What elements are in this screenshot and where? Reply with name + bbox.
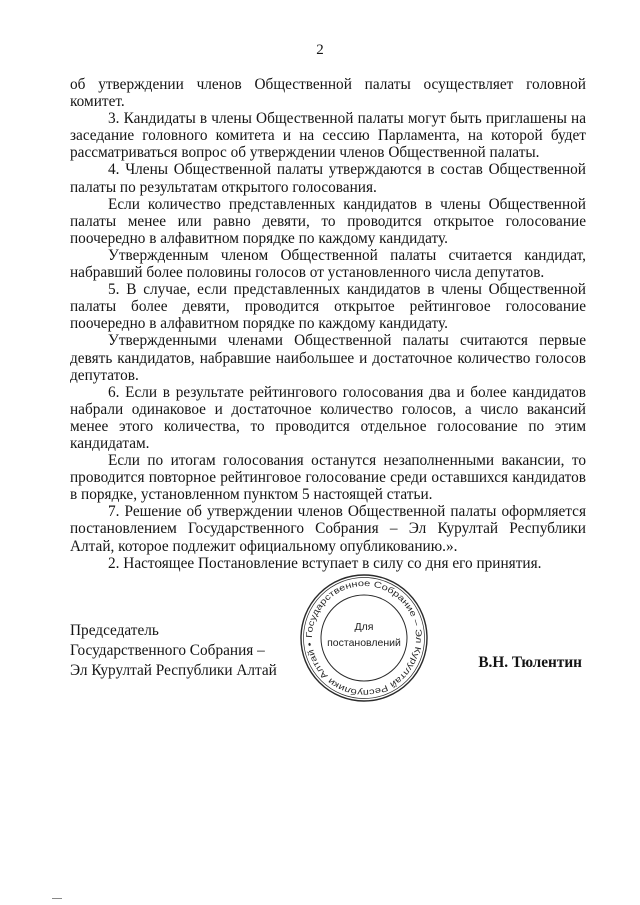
stamp-center-line-2: постановлений [327,637,401,649]
signature-title-line-2: Государственного Собрания – [70,642,265,659]
paragraph: 7. Решение об утверждении членов Общественной палаты оформляется постановлением Государственного Собрания – Эл Курултай Республики Алтай, которое подлежит официальному опубликованию.». [70,503,586,555]
paragraph: Если по итогам голосования останутся незаполненными вакансии, то проводится повторное рейтинговое голосование среди оставшихся кандидатов в порядке, установленном пунктом 5 настоящей статьи. [70,452,586,504]
official-stamp [294,568,434,708]
document-body [70,76,586,572]
stamp-ring-textpath: Государственное Собрание – Эл Курултай Республики Алтай • [303,577,425,699]
paragraph: 2. Настоящее Постановление вступает в силу со дня его принятия. [108,554,542,572]
paragraph: 4. Члены Общественной палаты утверждаются в состав Общественной палаты по результатам открытого голосования. [70,161,586,196]
stamp-center-line-1: Для [354,621,374,633]
paragraph: Утвержденными членами Общественной палаты считаются первые девять кандидатов, набравшие наибольшее и достаточное количество голосов депутатов. [70,332,586,384]
paragraph: 6. Если в результате рейтингового голосования два и более кандидатов набрали одинаковое и достаточное количество голосов, а число вакансий менее этого количества, то проводится отдельное голосование по этим кандидатам. [70,383,586,452]
paragraph: 3. Кандидаты в члены Общественной палаты могут быть приглашены на заседание головного комитета и на сессию Парламента, на которой будет рассматриваться вопрос об утверждении членов Общественной палаты. [70,110,586,162]
signature-title [70,621,310,681]
signature-title-line-1: Председатель [70,622,159,639]
signer-name: В.Н. Тюлентин [478,654,582,671]
signature-title-line-3: Эл Курултай Республики Алтай [70,662,277,679]
scan-mark [52,898,62,899]
paragraph: об утверждении членов Общественной палаты осуществляет головной комитет. [70,76,586,111]
paragraph: Утвержденным членом Общественной палаты считается кандидат, набравший более половины голосов от установленного числа депутатов. [70,246,586,282]
paragraph: 5. В случае, если представленных кандидатов в члены Общественной палаты более девяти, проводится открытое рейтинговое голосование поочередно в алфавитном порядке по каждому кандидату. [70,281,586,333]
stamp-seal-icon [294,568,434,708]
page-number: 2 [316,42,324,58]
paragraph: Если количество представленных кандидатов в члены Общественной палаты менее или равно девяти, то проводится открытое голосование поочередно в алфавитном порядке по каждому кандидату. [70,195,586,247]
